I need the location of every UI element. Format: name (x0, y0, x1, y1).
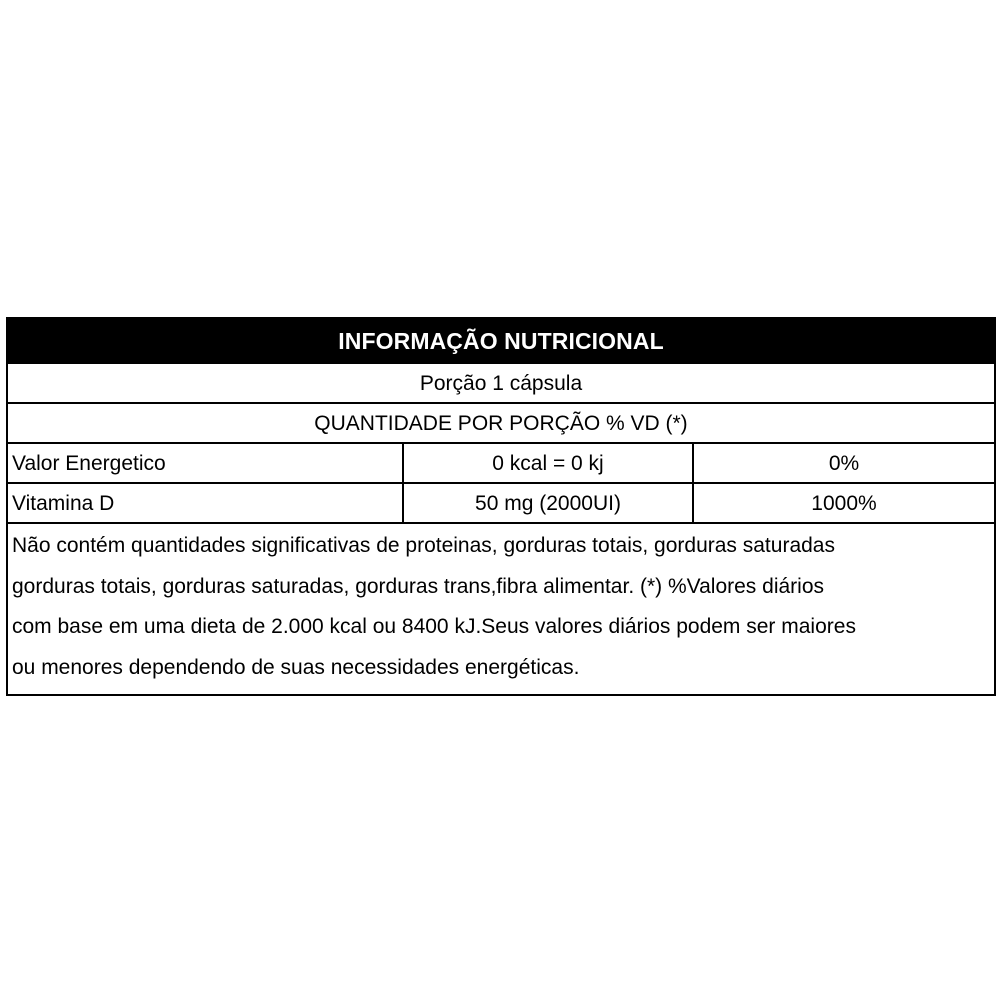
table-row (8, 442, 994, 482)
nutrient-daily-value: 0% (828, 452, 860, 475)
quantity-header: QUANTIDADE POR PORÇÃO % VD (*) (8, 402, 994, 442)
nutrient-name: Valor Energetico (8, 444, 404, 482)
nutrient-name: Vitamina D (8, 484, 404, 522)
footnote-line: ou menores dependendo de suas necessidades energéticas. (12, 655, 580, 679)
nutrient-daily-value: 1000% (811, 492, 877, 515)
nutrient-amount: 0 kcal = 0 kj (404, 444, 694, 482)
footnote-line: com base em uma dieta de 2.000 kcal ou 8400 kJ.Seus valores diários podem ser maiores (12, 615, 856, 638)
table-row (8, 482, 994, 522)
label-title: INFORMAÇÃO NUTRICIONAL (8, 319, 994, 362)
footnote-line: gorduras totais, gorduras saturadas, gorduras trans,fibra alimentar. (*) %Valores diários (12, 574, 824, 598)
serving-size: Porção 1 cápsula (8, 362, 994, 402)
nutrition-facts-label (6, 317, 996, 696)
footnote (8, 522, 994, 694)
nutrient-amount: 50 mg (2000UI) (404, 484, 694, 522)
footnote-line: Não contém quantidades significativas de proteinas, gorduras totais, gorduras saturadas (12, 534, 835, 557)
